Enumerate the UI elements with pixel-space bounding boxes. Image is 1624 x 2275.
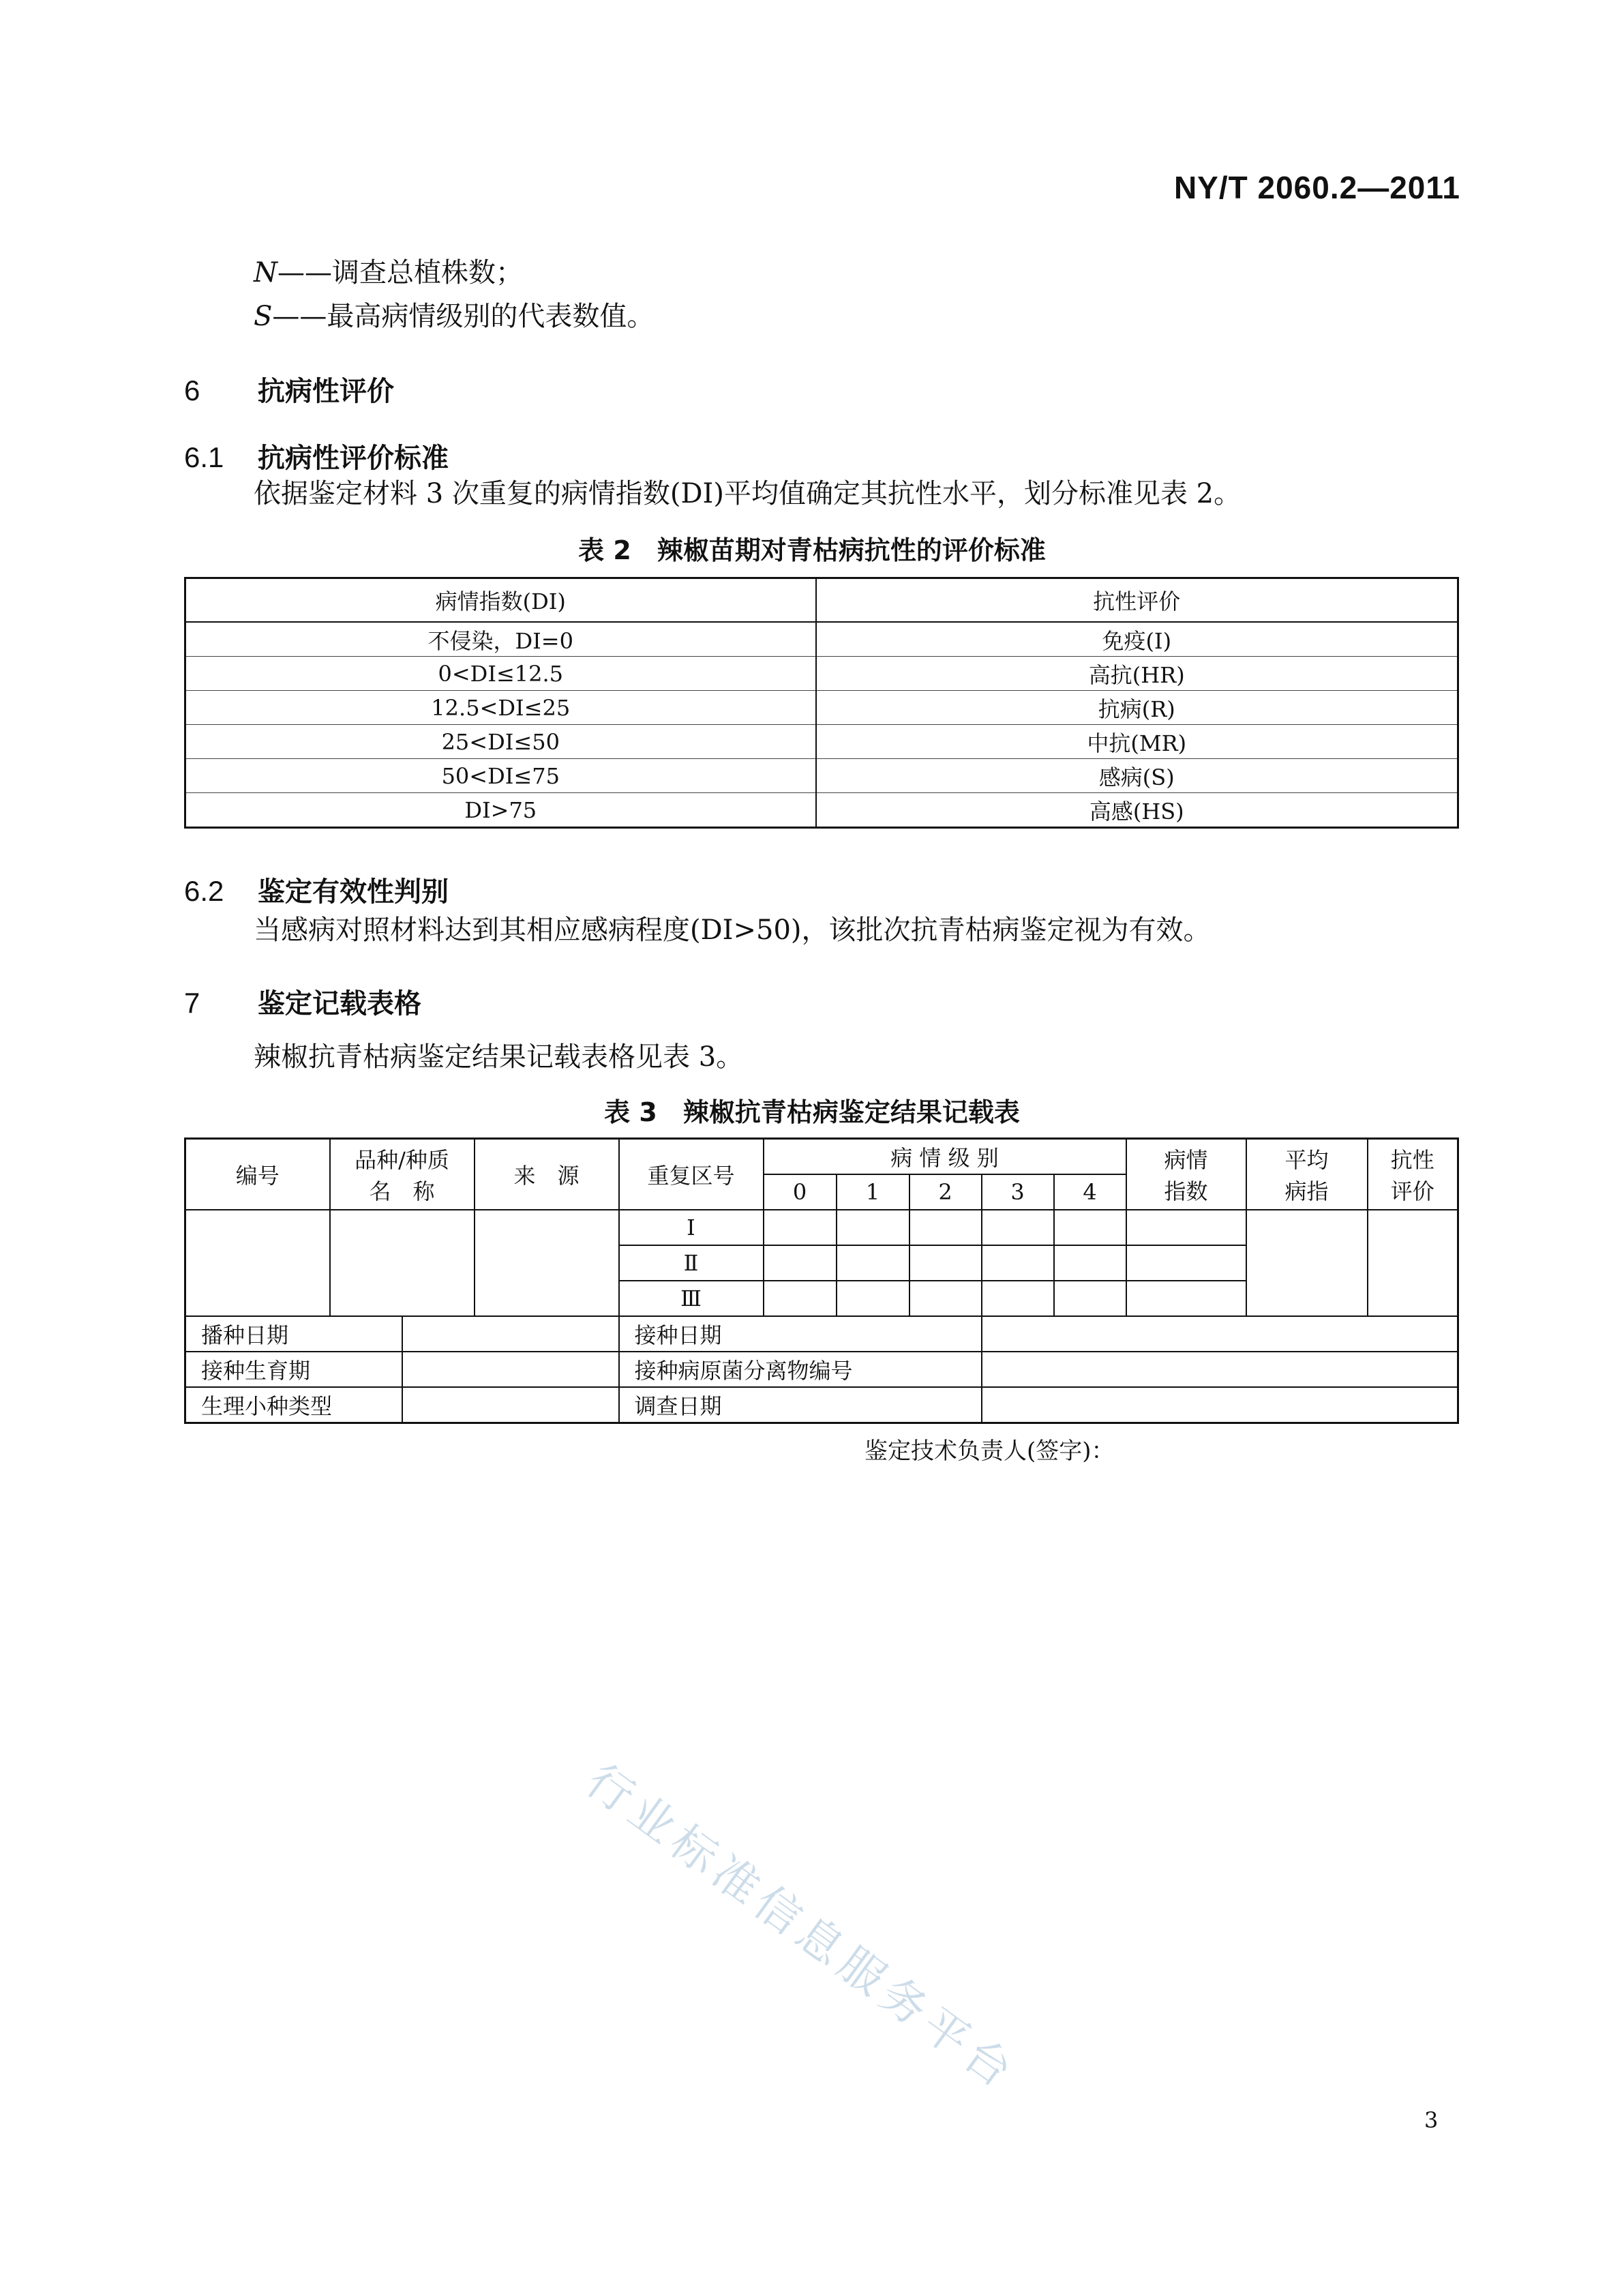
- table-row: [185, 691, 1458, 725]
- table-row: [185, 759, 1458, 793]
- table-cell: [1126, 1281, 1246, 1316]
- header-line: 抗性: [1390, 1147, 1434, 1173]
- table-cell: [764, 1210, 837, 1245]
- table-cell: [1246, 1210, 1368, 1316]
- field-value: [982, 1387, 1458, 1423]
- def-symbol: S: [254, 301, 273, 332]
- table-3: [184, 1138, 1459, 1424]
- table-cell: [837, 1245, 909, 1281]
- table-cell: [330, 1210, 475, 1316]
- definition-n: [254, 259, 523, 286]
- table-row: [185, 1316, 1458, 1352]
- section-7-paragraph: 辣椒抗青枯病鉴定结果记载表格见表 3。: [254, 1041, 744, 1073]
- section-number: 6.2: [184, 875, 224, 907]
- column-header: 来 源: [475, 1139, 619, 1210]
- table-cell: [764, 1245, 837, 1281]
- field-value: [402, 1352, 619, 1387]
- table-cell: 不侵染，DI=0: [185, 622, 816, 657]
- definition-s: [254, 303, 654, 330]
- table-cell: [1054, 1281, 1126, 1316]
- table-cell: [185, 1210, 330, 1316]
- section-title: 鉴定有效性判别: [258, 876, 449, 908]
- def-text: ——调查总植株数；: [277, 257, 523, 288]
- table-cell: [982, 1281, 1054, 1316]
- rep-label: Ⅱ: [619, 1245, 764, 1281]
- table-3-caption: 表 3 辣椒抗青枯病鉴定结果记载表: [604, 1097, 1020, 1127]
- header-line: 平均: [1284, 1147, 1329, 1173]
- grade-header: 0: [764, 1174, 837, 1210]
- section-number: 7: [184, 987, 200, 1019]
- table-row: [185, 622, 1458, 657]
- section-number: 6.1: [184, 441, 224, 473]
- table-header-row: [185, 1139, 1458, 1175]
- section-number: 6: [184, 374, 200, 406]
- table-row: [185, 725, 1458, 759]
- table-cell: [909, 1245, 982, 1281]
- column-header: 编号: [185, 1139, 330, 1210]
- field-value: [402, 1387, 619, 1423]
- table-row: [185, 657, 1458, 691]
- field-label: 生理小种类型: [185, 1387, 402, 1423]
- table-cell: DI>75: [185, 793, 816, 828]
- table-cell: [1126, 1245, 1246, 1281]
- table-cell: [1054, 1210, 1126, 1245]
- column-header: [1126, 1139, 1246, 1210]
- column-header: 病 情 级 别: [764, 1139, 1126, 1175]
- table-cell: 中抗(MR): [816, 725, 1458, 759]
- table-cell: 感病(S): [816, 759, 1458, 793]
- rep-label: Ⅲ: [619, 1281, 764, 1316]
- header-line: 病情: [1164, 1147, 1208, 1173]
- signature-line: 鉴定技术负责人(签字)：: [864, 1438, 1115, 1465]
- table-row: [185, 1210, 1458, 1245]
- header-line: 评价: [1390, 1178, 1434, 1204]
- table-cell: 0<DI≤12.5: [185, 657, 816, 691]
- table-cell: [837, 1210, 909, 1245]
- table-cell: 25<DI≤50: [185, 725, 816, 759]
- grade-header: 4: [1054, 1174, 1126, 1210]
- watermark: 行业标准信息服务平台: [576, 1754, 1027, 2102]
- section-6-2-heading: [184, 870, 449, 909]
- table-cell: [982, 1245, 1054, 1281]
- table-cell: 免疫(I): [816, 622, 1458, 657]
- grade-header: 1: [837, 1174, 909, 1210]
- section-6-heading: [184, 370, 394, 408]
- table-header-row: [185, 578, 1458, 623]
- field-label: 接种日期: [619, 1316, 982, 1352]
- header-line: 品种/种质: [355, 1147, 449, 1173]
- section-6-1-paragraph: 依据鉴定材料 3 次重复的病情指数(DI)平均值确定其抗性水平，划分标准见表 2。: [254, 478, 1242, 509]
- column-header: [1368, 1139, 1458, 1210]
- table-row: [185, 1352, 1458, 1387]
- table-cell: [1368, 1210, 1458, 1316]
- section-title: 抗病性评价: [258, 376, 394, 407]
- table-2-caption: 表 2 辣椒苗期对青枯病抗性的评价标准: [578, 535, 1046, 565]
- table-cell: [982, 1210, 1054, 1245]
- section-6-2-paragraph: 当感病对照材料达到其相应感病程度(DI>50)，该批次抗青枯病鉴定视为有效。: [254, 915, 1211, 946]
- table-cell: 高感(HS): [816, 793, 1458, 828]
- table-row: [185, 793, 1458, 828]
- def-symbol: N: [254, 257, 277, 288]
- column-header: 重复区号: [619, 1139, 764, 1210]
- def-text: ——最高病情级别的代表数值。: [272, 301, 655, 332]
- section-7-heading: [184, 982, 421, 1021]
- field-value: [982, 1352, 1458, 1387]
- table-cell: [837, 1281, 909, 1316]
- section-6-1-heading: [184, 436, 449, 475]
- table-cell: 12.5<DI≤25: [185, 691, 816, 725]
- field-label: 调查日期: [619, 1387, 982, 1423]
- section-title: 鉴定记载表格: [258, 988, 421, 1020]
- field-label: 接种生育期: [185, 1352, 402, 1387]
- column-header: [1246, 1139, 1368, 1210]
- table-cell: 抗病(R): [816, 691, 1458, 725]
- header-line: 病指: [1284, 1178, 1329, 1204]
- field-value: [402, 1316, 619, 1352]
- table-cell: [764, 1281, 837, 1316]
- table-cell: [909, 1281, 982, 1316]
- table-2: [184, 577, 1459, 829]
- column-header: [330, 1139, 475, 1210]
- grade-header: 3: [982, 1174, 1054, 1210]
- table-cell: 50<DI≤75: [185, 759, 816, 793]
- page-number: 3: [1424, 2107, 1439, 2133]
- table-cell: [1054, 1245, 1126, 1281]
- field-label: 接种病原菌分离物编号: [619, 1352, 982, 1387]
- table-cell: [1126, 1210, 1246, 1245]
- field-label: 播种日期: [185, 1316, 402, 1352]
- table-cell: [475, 1210, 619, 1316]
- column-header: 病情指数(DI): [185, 578, 816, 623]
- table-cell: 高抗(HR): [816, 657, 1458, 691]
- grade-header: 2: [909, 1174, 982, 1210]
- table-cell: [909, 1210, 982, 1245]
- header-line: 指数: [1164, 1178, 1208, 1204]
- column-header: 抗性评价: [816, 578, 1458, 623]
- rep-label: Ⅰ: [619, 1210, 764, 1245]
- standard-number: NY/T 2060.2—2011: [1173, 170, 1460, 205]
- table-row: [185, 1387, 1458, 1423]
- header-line: 名 称: [369, 1178, 435, 1204]
- field-value: [982, 1316, 1458, 1352]
- section-title: 抗病性评价标准: [258, 443, 449, 474]
